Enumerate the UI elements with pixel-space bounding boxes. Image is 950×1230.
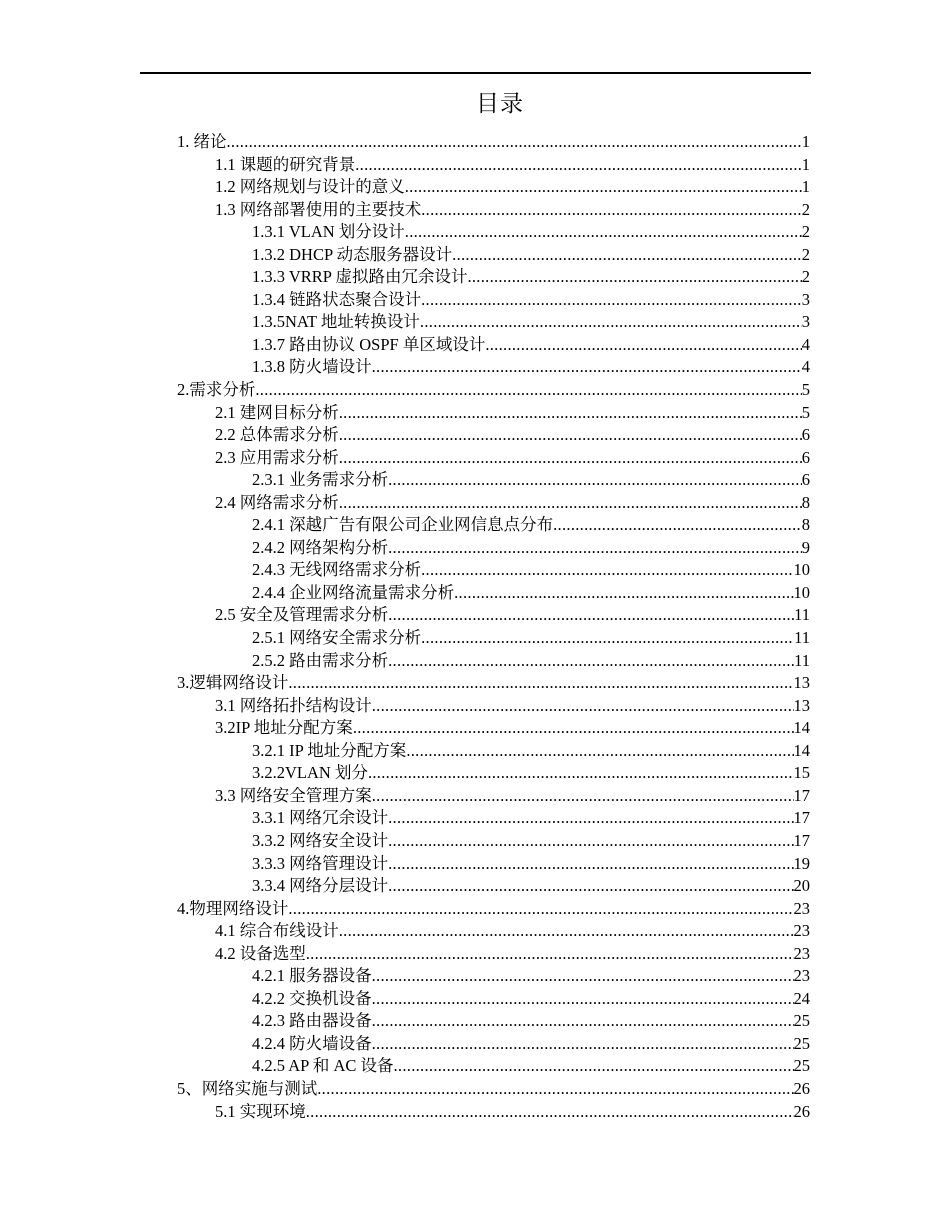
toc-page-number: 17 xyxy=(793,830,810,850)
toc-page-number: 17 xyxy=(793,808,810,828)
toc-entry[interactable] xyxy=(215,920,810,943)
toc-entry[interactable] xyxy=(252,830,810,853)
toc-entry-title: 3.2IP 地址分配方案 xyxy=(215,718,353,738)
toc-entry-title: 1.2 网络规划与设计的意义 xyxy=(215,177,405,197)
dot-leader xyxy=(421,289,802,312)
toc-entry-title: 4.2 设备选型 xyxy=(215,943,306,963)
toc-entry-title: 3.逻辑网络设计 xyxy=(177,673,289,693)
toc-entry[interactable] xyxy=(252,356,810,379)
toc-page-number: 15 xyxy=(793,763,810,783)
toc-entry-title: 1.3.3 VRRP 虚拟路由冗余设计 xyxy=(252,267,468,287)
toc-entry[interactable] xyxy=(252,807,810,830)
toc-page-number: 11 xyxy=(794,605,810,625)
toc-entry-title: 2.5.2 路由需求分析 xyxy=(252,650,389,670)
toc-entry[interactable] xyxy=(215,447,810,470)
toc-entry-title: 5.1 实现环境 xyxy=(215,1101,306,1121)
dot-leader xyxy=(553,514,802,537)
toc-entry[interactable] xyxy=(252,1055,810,1078)
toc-page-number: 6 xyxy=(801,470,810,490)
toc-entry-title: 4.2.3 路由器设备 xyxy=(252,1011,372,1031)
toc-page-number: 6 xyxy=(801,447,810,467)
toc-page-number: 23 xyxy=(793,898,810,918)
toc-entry-title: 3.3.3 网络管理设计 xyxy=(252,853,389,873)
dot-leader xyxy=(454,582,793,605)
dot-leader xyxy=(372,695,794,718)
toc-page-number: 4 xyxy=(801,357,810,377)
dot-leader xyxy=(317,1078,793,1101)
toc-entry[interactable] xyxy=(252,221,810,244)
dot-leader xyxy=(368,762,794,785)
toc-entry-title: 3.3 网络安全管理方案 xyxy=(215,785,372,805)
toc-entry-title: 2.3.1 业务需求分析 xyxy=(252,470,389,490)
toc-entry-title: 4.物理网络设计 xyxy=(177,898,289,918)
dot-leader xyxy=(255,379,801,402)
toc-entry[interactable] xyxy=(252,1010,810,1033)
toc-entry-title: 1. 绪论 xyxy=(177,132,227,151)
toc-entry-title: 4.1 综合布线设计 xyxy=(215,921,339,941)
toc-entry-title: 3.2.1 IP 地址分配方案 xyxy=(252,740,407,760)
toc-page-number: 23 xyxy=(793,966,810,986)
dot-leader xyxy=(405,221,802,244)
toc-page-number: 2 xyxy=(801,199,810,219)
toc-title: 目录 xyxy=(476,91,524,117)
dot-leader xyxy=(339,424,802,447)
dot-leader xyxy=(388,650,794,673)
toc-entry[interactable] xyxy=(252,334,810,357)
toc-entry[interactable] xyxy=(215,717,810,740)
toc-entry-title: 1.3.8 防火墙设计 xyxy=(252,357,372,377)
toc-page-number: 1 xyxy=(801,132,810,151)
toc-entry[interactable] xyxy=(252,514,810,537)
toc-entry-title: 2.5.1 网络安全需求分析 xyxy=(252,628,422,648)
toc-page-number: 25 xyxy=(793,1011,810,1031)
toc-entry-title: 3.3.4 网络分层设计 xyxy=(252,876,389,896)
toc-entry-title: 2.2 总体需求分析 xyxy=(215,425,339,445)
toc-entry[interactable] xyxy=(177,379,810,402)
toc-entry[interactable] xyxy=(215,199,810,222)
toc-entry-title: 3.1 网络拓扑结构设计 xyxy=(215,695,372,715)
dot-leader xyxy=(372,785,794,808)
toc-page-number: 25 xyxy=(793,1056,810,1076)
toc-entry[interactable] xyxy=(215,492,810,515)
dot-leader xyxy=(388,830,793,853)
toc-page-number: 1 xyxy=(801,177,810,197)
dot-leader xyxy=(372,965,794,988)
toc-entry[interactable] xyxy=(252,244,810,267)
dot-leader xyxy=(421,559,793,582)
toc-page-number: 20 xyxy=(793,876,810,896)
toc-entry-title: 2.4 网络需求分析 xyxy=(215,492,339,512)
toc-page-number: 24 xyxy=(793,988,810,1008)
toc-page-number: 2 xyxy=(801,244,810,264)
toc-page-number: 26 xyxy=(793,1078,810,1098)
toc-page-number: 2 xyxy=(801,267,810,287)
toc-page-number: 3 xyxy=(801,289,810,309)
toc-page-number: 26 xyxy=(793,1101,810,1121)
toc-entry[interactable] xyxy=(177,1078,810,1101)
toc-page-number: 10 xyxy=(793,560,810,580)
toc-page-number: 19 xyxy=(793,853,810,873)
dot-leader xyxy=(420,311,802,334)
toc-entry-title: 1.3 网络部署使用的主要技术 xyxy=(215,199,422,219)
table-of-contents xyxy=(0,131,950,1123)
toc-entry[interactable] xyxy=(252,537,810,560)
toc-page-number: 10 xyxy=(793,582,810,602)
toc-page-number: 25 xyxy=(793,1033,810,1053)
toc-entry-title: 4.2.4 防火墙设备 xyxy=(252,1033,372,1053)
toc-entry[interactable] xyxy=(215,604,810,627)
dot-leader xyxy=(467,266,801,289)
toc-entry[interactable] xyxy=(215,176,810,199)
toc-entry-title: 3.3.1 网络冗余设计 xyxy=(252,808,389,828)
toc-entry[interactable] xyxy=(177,672,810,695)
toc-entry-title: 2.4.3 无线网络需求分析 xyxy=(252,560,422,580)
toc-page-number: 11 xyxy=(794,650,810,670)
toc-entry-title: 4.2.2 交换机设备 xyxy=(252,988,372,1008)
toc-entry-title: 2.1 建网目标分析 xyxy=(215,402,339,422)
toc-entry-title: 5、网络实施与测试 xyxy=(177,1078,318,1098)
dot-leader xyxy=(372,356,802,379)
toc-entry-title: 1.3.5NAT 地址转换设计 xyxy=(252,312,420,332)
dot-leader xyxy=(388,469,802,492)
toc-entry[interactable] xyxy=(215,424,810,447)
toc-entry[interactable] xyxy=(252,853,810,876)
dot-leader xyxy=(421,199,802,222)
toc-entry-title: 1.3.1 VLAN 划分设计 xyxy=(252,222,405,242)
toc-entry-title: 2.4.2 网络架构分析 xyxy=(252,537,389,557)
toc-entry[interactable] xyxy=(215,154,810,177)
dot-leader xyxy=(306,1101,794,1124)
toc-page-number: 4 xyxy=(801,334,810,354)
toc-page-number: 9 xyxy=(801,537,810,557)
toc-entry-title: 1.3.2 DHCP 动态服务器设计 xyxy=(252,244,453,264)
dot-leader xyxy=(388,537,802,560)
dot-leader xyxy=(372,988,794,1011)
toc-entry[interactable] xyxy=(215,943,810,966)
toc-entry[interactable] xyxy=(252,988,810,1011)
toc-entry-title: 2.4.1 深越广告有限公司企业网信息点分布 xyxy=(252,515,554,535)
toc-page-number: 13 xyxy=(793,673,810,693)
toc-page-number: 23 xyxy=(793,921,810,941)
dot-leader xyxy=(306,943,794,966)
toc-entry[interactable] xyxy=(252,559,810,582)
toc-entry[interactable] xyxy=(252,469,810,492)
toc-entry[interactable] xyxy=(252,965,810,988)
toc-page-number: 2 xyxy=(801,222,810,242)
toc-entry[interactable] xyxy=(252,740,810,763)
dot-leader xyxy=(339,920,794,943)
toc-entry-title: 1.3.7 路由协议 OSPF 单区域设计 xyxy=(252,334,486,354)
dot-leader xyxy=(227,131,802,154)
dot-leader xyxy=(353,717,794,740)
toc-entry-title: 1.1 课题的研究背景 xyxy=(215,154,356,174)
toc-page-number: 3 xyxy=(801,312,810,332)
toc-entry-title: 4.2.1 服务器设备 xyxy=(252,966,372,986)
toc-entry-title: 1.3.4 链路状态聚合设计 xyxy=(252,289,422,309)
toc-entry-title: 2.3 应用需求分析 xyxy=(215,447,339,467)
dot-leader xyxy=(485,334,801,357)
dot-leader xyxy=(452,244,802,267)
toc-page-number: 5 xyxy=(801,402,810,422)
toc-page-number: 1 xyxy=(801,154,810,174)
dot-leader xyxy=(339,447,802,470)
toc-entry-title: 2.5 安全及管理需求分析 xyxy=(215,605,389,625)
dot-leader xyxy=(355,154,802,177)
toc-page-number: 23 xyxy=(793,943,810,963)
toc-page-number: 6 xyxy=(801,425,810,445)
dot-leader xyxy=(388,604,794,627)
dot-leader xyxy=(406,740,793,763)
toc-entry[interactable] xyxy=(215,1101,810,1124)
toc-entry[interactable] xyxy=(252,762,810,785)
toc-entry[interactable] xyxy=(252,582,810,605)
dot-leader xyxy=(388,875,793,898)
toc-entry[interactable] xyxy=(215,695,810,718)
dot-leader xyxy=(339,402,802,425)
toc-page-number: 17 xyxy=(793,785,810,805)
toc-page-number: 8 xyxy=(801,515,810,535)
toc-page-number: 14 xyxy=(793,740,810,760)
toc-entry[interactable] xyxy=(177,131,810,154)
dot-leader xyxy=(288,672,793,695)
dot-leader xyxy=(372,1010,794,1033)
header-rule xyxy=(140,72,811,74)
toc-entry-title: 2.需求分析 xyxy=(177,380,256,400)
dot-leader xyxy=(372,1033,794,1056)
toc-entry[interactable] xyxy=(252,650,810,673)
toc-entry[interactable] xyxy=(252,266,810,289)
toc-page-number: 11 xyxy=(794,628,810,648)
dot-leader xyxy=(388,853,793,876)
toc-entry[interactable] xyxy=(252,311,810,334)
toc-entry[interactable] xyxy=(215,402,810,425)
toc-page-number: 14 xyxy=(793,718,810,738)
toc-entry-title: 3.2.2VLAN 划分 xyxy=(252,763,368,783)
toc-entry-title: 4.2.5 AP 和 AC 设备 xyxy=(252,1056,394,1076)
toc-entry[interactable] xyxy=(252,289,810,312)
dot-leader xyxy=(288,898,793,921)
dot-leader xyxy=(388,807,793,830)
dot-leader xyxy=(405,176,802,199)
dot-leader xyxy=(421,627,794,650)
toc-entry[interactable] xyxy=(252,875,810,898)
toc-entry[interactable] xyxy=(177,898,810,921)
toc-entry-title: 2.4.4 企业网络流量需求分析 xyxy=(252,582,455,602)
dot-leader xyxy=(339,492,802,515)
toc-page-number: 5 xyxy=(801,380,810,400)
toc-page-number: 13 xyxy=(793,695,810,715)
dot-leader xyxy=(394,1055,794,1078)
toc-page-number: 8 xyxy=(801,492,810,512)
toc-entry[interactable] xyxy=(252,1033,810,1056)
toc-entry[interactable] xyxy=(215,785,810,808)
toc-entry[interactable] xyxy=(252,627,810,650)
toc-entry-title: 3.3.2 网络安全设计 xyxy=(252,830,389,850)
